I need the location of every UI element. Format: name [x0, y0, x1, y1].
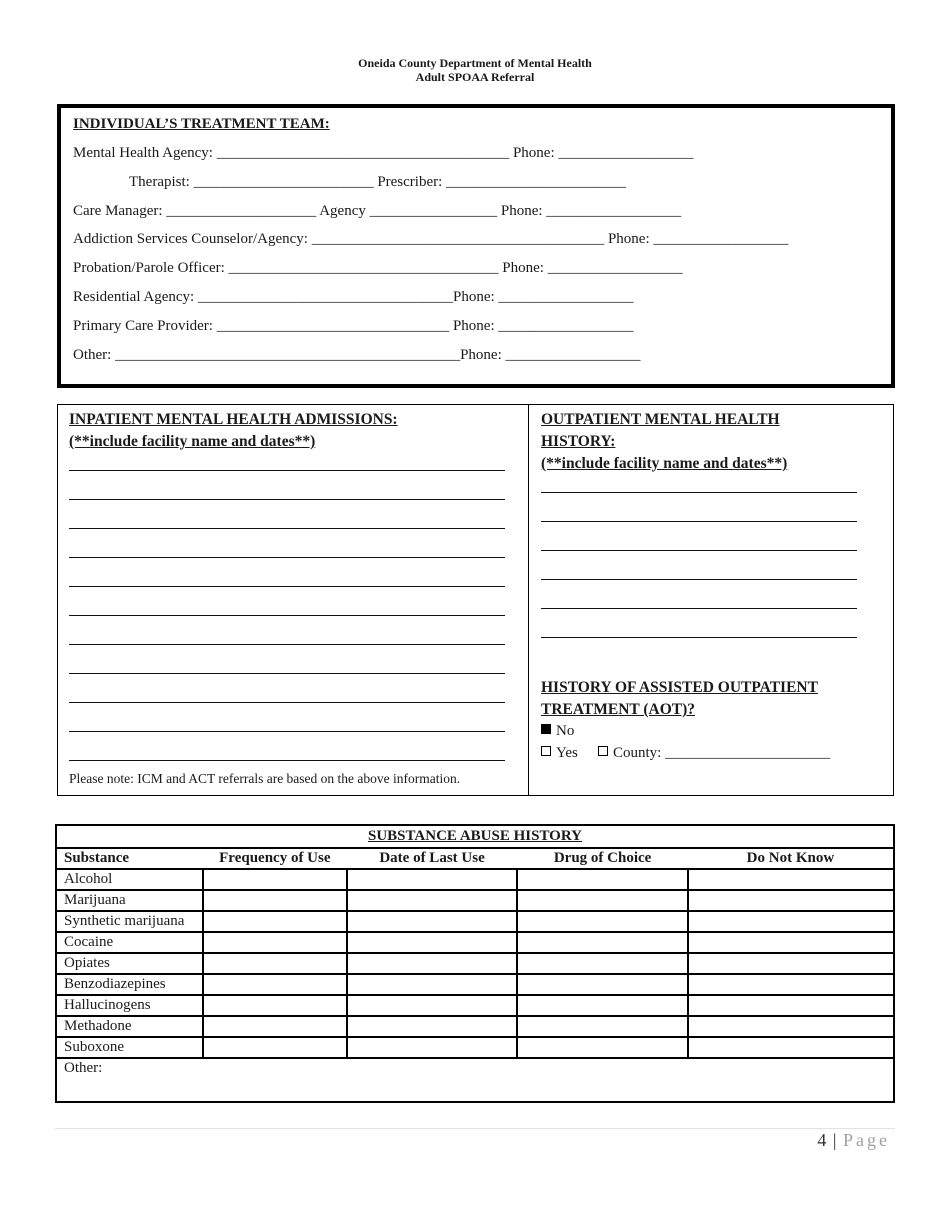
column-header-frequency: Frequency of Use	[203, 848, 347, 869]
drug-choice-cell[interactable]	[517, 974, 688, 995]
inpatient-entry-line[interactable]	[69, 673, 505, 674]
outpatient-entry-line[interactable]	[541, 579, 857, 580]
outpatient-entry-line[interactable]	[541, 550, 857, 551]
do-not-know-cell[interactable]	[688, 995, 894, 1016]
do-not-know-cell[interactable]	[688, 1016, 894, 1037]
outpatient-title-line2: HISTORY:	[541, 433, 616, 450]
page-number: 4	[817, 1130, 828, 1150]
form-name: Adult SPOAA Referral	[415, 70, 535, 84]
drug-choice-cell[interactable]	[517, 890, 688, 911]
last-use-cell[interactable]	[347, 869, 518, 890]
outpatient-entry-line[interactable]	[541, 521, 857, 522]
do-not-know-cell[interactable]	[688, 1037, 894, 1058]
frequency-cell[interactable]	[203, 953, 347, 974]
aot-county-field[interactable]	[598, 745, 830, 762]
aot-no-option[interactable]	[541, 723, 574, 740]
do-not-know-cell[interactable]	[688, 953, 894, 974]
substance-abuse-table	[55, 824, 895, 1103]
column-header-drug-choice: Drug of Choice	[517, 848, 688, 869]
residential-agency-field[interactable]: Residential Agency: __________________________________Phone: __________________	[73, 289, 634, 305]
frequency-cell[interactable]	[203, 1016, 347, 1037]
addiction-counselor-field[interactable]: Addiction Services Counselor/Agency: _______________________________________ Phone: __________________	[73, 231, 789, 247]
aot-yes-option[interactable]	[541, 745, 578, 762]
aot-yes-label: Yes	[556, 745, 578, 761]
substance-table-title: SUBSTANCE ABUSE HISTORY	[56, 825, 894, 848]
other-substance-field[interactable]	[56, 1058, 894, 1102]
page-word: Page	[843, 1130, 890, 1150]
table-row	[56, 911, 894, 932]
drug-choice-cell[interactable]	[517, 911, 688, 932]
substance-label: Suboxone	[56, 1037, 203, 1058]
probation-officer-field[interactable]: Probation/Parole Officer: ____________________________________ Phone: __________________	[73, 260, 683, 276]
substance-label: Methadone	[56, 1016, 203, 1037]
therapist-prescriber-field[interactable]: Therapist: ________________________ Prescriber: ________________________	[129, 174, 627, 190]
inpatient-entry-line[interactable]	[69, 470, 505, 471]
do-not-know-cell[interactable]	[688, 974, 894, 995]
inpatient-entry-line[interactable]	[69, 644, 505, 645]
treatment-team-title: INDIVIDUAL’S TREATMENT TEAM:	[73, 116, 330, 132]
inpatient-entry-line[interactable]	[69, 586, 505, 587]
frequency-cell[interactable]	[203, 932, 347, 953]
substance-label: Cocaine	[56, 932, 203, 953]
table-row	[56, 932, 894, 953]
outpatient-title-line1: OUTPATIENT MENTAL HEALTH	[541, 411, 780, 428]
outpatient-subtitle: (**include facility name and dates**)	[541, 455, 788, 472]
substance-label: Hallucinogens	[56, 995, 203, 1016]
substance-label: Synthetic marijuana	[56, 911, 203, 932]
mental-health-agency-field[interactable]: Mental Health Agency: _______________________________________ Phone: __________________	[73, 145, 694, 161]
substance-label: Marijuana	[56, 890, 203, 911]
substance-label: Opiates	[56, 953, 203, 974]
checkbox-checked-icon[interactable]	[541, 724, 551, 734]
table-row	[56, 974, 894, 995]
care-manager-field[interactable]: Care Manager: ____________________ Agency _________________ Phone: __________________	[73, 203, 682, 219]
document-header	[0, 56, 950, 84]
last-use-cell[interactable]	[347, 1037, 518, 1058]
outpatient-entry-line[interactable]	[541, 492, 857, 493]
column-divider	[528, 405, 529, 795]
do-not-know-cell[interactable]	[688, 932, 894, 953]
last-use-cell[interactable]	[347, 995, 518, 1016]
table-row	[56, 953, 894, 974]
table-row	[56, 1016, 894, 1037]
frequency-cell[interactable]	[203, 890, 347, 911]
other-provider-field[interactable]: Other: ______________________________________________Phone: __________________	[73, 347, 641, 363]
table-row	[56, 995, 894, 1016]
outpatient-entry-line[interactable]	[541, 637, 857, 638]
table-row	[56, 890, 894, 911]
inpatient-entry-line[interactable]	[69, 528, 505, 529]
table-row-other	[56, 1058, 894, 1102]
last-use-cell[interactable]	[347, 890, 518, 911]
aot-no-label: No	[556, 723, 575, 739]
org-name: Oneida County Department of Mental Health	[358, 56, 592, 70]
table-row	[56, 869, 894, 890]
last-use-cell[interactable]	[347, 953, 518, 974]
primary-care-provider-field[interactable]: Primary Care Provider: _______________________________ Phone: __________________	[73, 318, 634, 334]
frequency-cell[interactable]	[203, 911, 347, 932]
page-separator: |	[832, 1130, 838, 1150]
drug-choice-cell[interactable]	[517, 953, 688, 974]
aot-county-label: County: ______________________	[613, 745, 831, 761]
drug-choice-cell[interactable]	[517, 995, 688, 1016]
drug-choice-cell[interactable]	[517, 869, 688, 890]
last-use-cell[interactable]	[347, 974, 518, 995]
last-use-cell[interactable]	[347, 932, 518, 953]
frequency-cell[interactable]	[203, 1037, 347, 1058]
page-footer	[817, 1130, 890, 1151]
inpatient-entry-line[interactable]	[69, 557, 505, 558]
inpatient-entry-line[interactable]	[69, 760, 505, 761]
frequency-cell[interactable]	[203, 995, 347, 1016]
drug-choice-cell[interactable]	[517, 1016, 688, 1037]
drug-choice-cell[interactable]	[517, 1037, 688, 1058]
column-header-substance: Substance	[56, 848, 203, 869]
frequency-cell[interactable]	[203, 974, 347, 995]
drug-choice-cell[interactable]	[517, 932, 688, 953]
inpatient-entry-line[interactable]	[69, 702, 505, 703]
inpatient-entry-line[interactable]	[69, 615, 505, 616]
checkbox-unchecked-icon[interactable]	[541, 746, 551, 756]
aot-title-line1: HISTORY OF ASSISTED OUTPATIENT	[541, 679, 818, 696]
inpatient-subtitle: (**include facility name and dates**)	[69, 433, 316, 450]
inpatient-entry-line[interactable]	[69, 731, 505, 732]
inpatient-entry-line[interactable]	[69, 499, 505, 500]
inpatient-note: Please note: ICM and ACT referrals are based on the above information.	[69, 771, 461, 786]
outpatient-entry-line[interactable]	[541, 608, 857, 609]
do-not-know-cell[interactable]	[688, 890, 894, 911]
last-use-cell[interactable]	[347, 1016, 518, 1037]
checkbox-unchecked-icon[interactable]	[598, 746, 608, 756]
footer-divider	[55, 1128, 895, 1129]
last-use-cell[interactable]	[347, 911, 518, 932]
inpatient-title: INPATIENT MENTAL HEALTH ADMISSIONS:	[69, 411, 398, 428]
table-row	[56, 1037, 894, 1058]
treatment-team-section	[57, 104, 895, 388]
column-header-do-not-know: Do Not Know	[688, 848, 894, 869]
substance-label: Benzodiazepines	[56, 974, 203, 995]
frequency-cell[interactable]	[203, 869, 347, 890]
do-not-know-cell[interactable]	[688, 869, 894, 890]
column-header-last-use: Date of Last Use	[347, 848, 518, 869]
aot-title-line2: TREATMENT (AOT)?	[541, 701, 696, 718]
other-label: Other:	[64, 1060, 103, 1076]
history-section	[57, 404, 894, 796]
substance-label: Alcohol	[56, 869, 203, 890]
do-not-know-cell[interactable]	[688, 911, 894, 932]
